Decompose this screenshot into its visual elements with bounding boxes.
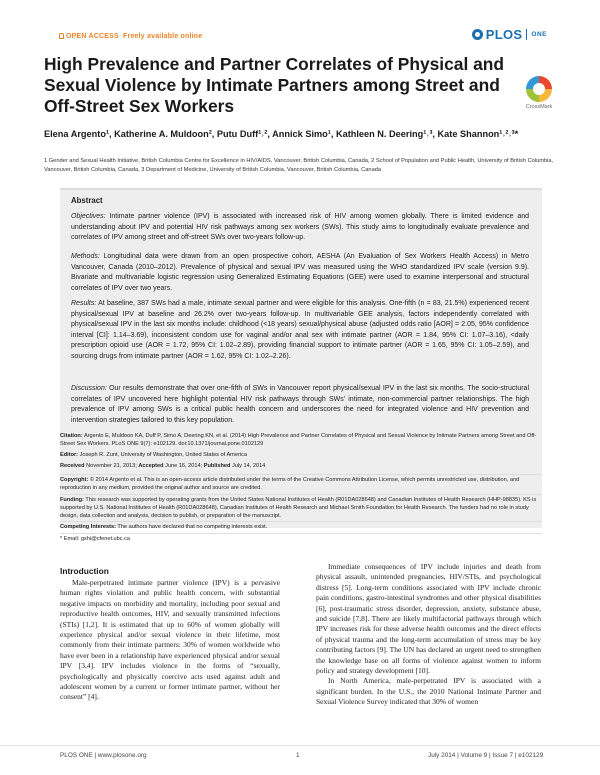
copyright-note: [60, 477, 542, 493]
paragraph: In North America, male-perpetrated IPV is associated with a significant burden. In the U.S., the 2010 National Intimate Partner and Sexual Violence Survey indicated that 30% of women: [316, 676, 541, 707]
received-label: Received: [60, 463, 85, 469]
plos-logo-icon: [472, 29, 483, 40]
methods-text: Longitudinal data were drawn from an open prospective cohort, AESHA (An Evaluation of Sex Workers Health Access) in Metro Vancouver, Canada (2010–2012). Prevalence of physical and sexual IPV was measured using the WHO standardized IPV scale (version 9.9). Bivariate and multivariable logistic regression using Generalized Estimating Equations (GEE) were used to examine interpersonal and structural correlates of IPV over two years.: [71, 253, 529, 292]
free-online-label: Freely available online: [123, 33, 203, 40]
citation-text: Argento E, Muldoon KA, Duff P, Simo A, Deering KN, et al. (2014) High Prevalence and Partner Correlates of Physical and Sexual Violence by Intimate Partners among Street and Off-Street Sex Workers. PLoS ONE 9(7): e102129. doi:10.1371/journal.pone.0102129: [60, 433, 537, 447]
competing-label: Competing Interests:: [60, 524, 116, 530]
editor-text: Joseph R. Zunt, University of Washington, United States of America: [79, 452, 247, 458]
author-list: Elena Argento¹, Katherine A. Muldoon², Putu Duff¹˒², Annick Simo¹, Kathleen N. Deering¹˒³, Kate Shannon¹˒²˒³*: [44, 129, 519, 139]
received-date: November 21, 2013;: [86, 463, 137, 469]
unlock-icon: [59, 33, 64, 39]
paragraph: Immediate consequences of IPV include injuries and death from physical assault, unintended pregnancies, HIV/STIs, and psychological distress [5]. Long-term conditions associated with IPV include chronic pain conditions, gastro-intestinal syndromes and other physical disabilities [6], post-traumatic stress disorder, depression, anxiety, substance abuse, and suicide [7,8]. There are likely multifactorial pathways through which IPV increases risk for these adverse health outcomes and the direct effects of physical trauma and the long-term accumulation of stress may be key contributing factors [9]. The UN has declared an urgent need to strengthen the knowledge base on all forms of violence against women to inform policy and strategy development [10].: [316, 562, 541, 676]
copyright-label: Copyright:: [60, 477, 89, 483]
footer-issue: July 2014 | Volume 9 | Issue 7 | e102129: [428, 752, 544, 759]
abstract-heading: Abstract: [71, 196, 103, 205]
open-access-badge: [59, 33, 202, 40]
notes-divider: [60, 494, 542, 495]
journal-logo-text: PLOS: [485, 27, 523, 42]
results-label: Results:: [71, 300, 97, 307]
objectives-label: Objectives:: [71, 213, 106, 220]
citation-label: Citation:: [60, 433, 83, 439]
affiliations: 1 Gender and Sexual Health Initiative, British Columbia Centre for Excellence in HIV/AIDS, Vancouver, British Columbia, Canada, 2 School of Population and Public Health, University of British Columbia, Vancouver, British Columbia, Canada, 3 Department of Medicine, University of British Columbia, Vancouver, British Columbia, Canada: [44, 158, 554, 173]
logo-divider: [526, 29, 527, 40]
journal-logo: [472, 27, 547, 42]
notes-divider: [60, 521, 542, 522]
citation-note: [60, 433, 542, 449]
published-date: July 14, 2014: [232, 463, 266, 469]
open-access-label: OPEN ACCESS: [66, 33, 119, 40]
notes-divider: [60, 474, 542, 475]
discussion-text: Our results demonstrate that over one-fifth of SWs in Vancouver report physical/sexual IPV in the last six months. The socio-structural correlates of IPV uncovered here highlight potential HIV risk pathways through SWs' intimate, non-commercial partner relationships. The high prevalence of IPV among SWs is a critical public health concern and underscores the need for integrated violence and HIV prevention and intervention strategies tailored to this key population.: [71, 385, 529, 424]
crossmark-badge[interactable]: [522, 76, 556, 110]
editor-label: Editor:: [60, 452, 79, 458]
article-title: High Prevalence and Partner Correlates of Physical and Sexual Violence by Intimate Partners among Street and Off-Street Sex Workers: [44, 54, 505, 116]
funding-label: Funding:: [60, 497, 84, 503]
body-column-right: [316, 562, 541, 708]
journal-logo-sub: ONE: [531, 31, 547, 38]
copyright-text: © 2014 Argento et al. This is an open-access article distributed under the terms of the Creative Commons Attribution License, which permits unrestricted use, distribution, and reproduction in any medium, provided the original author and source are credited.: [60, 477, 520, 491]
introduction-heading: Introduction: [60, 566, 109, 576]
results-text: At baseline, 387 SWs had a male, intimate sexual partner and were eligible for this analysis. One-fifth (n = 83, 21.5%) experienced recent physical/sexual IPV at baseline and 26.2% over two-years follow-up. In multivariable GEE analysis, factors independently correlated with physical/sexual IPV in the last six months include: childhood (<18 years) sexual/physical abuse (adjusted odds ratio [AOR] = 2.05, 95% confidence interval [CI]: 1.14–3.69), inconsistent condom use for vaginal and/or anal sex with intimate partner (AOR = 1.84, 95% CI: 1.07–3.16), <daily prescription opioid use (AOR = 1.72, 95% CI: 1.02–2.89), providing financial support to intimate partner (AOR = 1.65, 95% CI: 1.05–2.59), and sourcing drugs from intimate partner (AOR = 1.62, 95% CI: 1.02–2.26).: [71, 300, 529, 360]
corresponding-email: * Email: gshi@cfenet.ubc.ca: [60, 536, 131, 542]
footer-divider: [0, 745, 600, 746]
abstract-objectives: [71, 212, 529, 244]
methods-label: Methods:: [71, 253, 100, 260]
abstract-discussion: [71, 384, 529, 426]
crossmark-icon: [526, 76, 552, 102]
objectives-text: Intimate partner violence (IPV) is associated with increased risk of HIV among women globally. There is limited evidence and understanding about IPV and potential HIV risk pathways among sex workers (SWs). This study aims to longitudinally evaluate prevalence and correlates of IPV among street and off-street SWs over two-years follow-up.: [71, 213, 529, 242]
accepted-label: Accepted: [138, 463, 164, 469]
competing-interests-note: [60, 524, 542, 532]
accepted-date: June 16, 2014;: [165, 463, 203, 469]
body-column-left: [60, 578, 280, 703]
page-number: 1: [296, 752, 300, 759]
paragraph: Male-perpetrated intimate partner violence (IPV) is a pervasive human rights violation and public health concern, with substantial negative impacts on morbidity and mortality, including poor sexual and reproductive health outcomes, HIV, and sexually transmitted infections (STIs) [1,2]. It is estimated that up to 60% of women globally will experience physical and/or sexual violence in their lifetime, most commonly from their intimate partners: 30% of women worldwide who have ever been in a relationship have experienced physical and/or sexual IPV [3,4]. IPV includes violence in the forms of “sexually, psychologically and physically coercive acts used against adult and adolescent women by a current or former intimate partner, without her consent” [4].: [60, 578, 280, 702]
published-label: Published: [203, 463, 231, 469]
abstract-methods: [71, 252, 529, 294]
discussion-label: Discussion:: [71, 385, 107, 392]
footer-journal: PLOS ONE | www.plosone.org: [60, 752, 147, 759]
competing-text: The authors have declared that no competing interests exist.: [117, 524, 268, 530]
crossmark-label: CrossMark: [525, 104, 553, 110]
editor-note: [60, 452, 542, 460]
notes-divider: [60, 533, 542, 534]
funding-text: This research was supported by operating grants from the United States National Institutes of Health (R01DA028648) and Canadian Institutes of Health Research (HHP-98835). KS is supported by U.S. National Institutes of Health (R01DA028648), Canadian Institutes of Health Research and Michael Smith Foundation for Health Research. The funders had no role in study design, data collection and analysis, decision to publish, or preparation of the manuscript.: [60, 497, 537, 519]
dates-note: [60, 463, 542, 471]
funding-note: [60, 497, 542, 520]
abstract-results: [71, 299, 529, 363]
